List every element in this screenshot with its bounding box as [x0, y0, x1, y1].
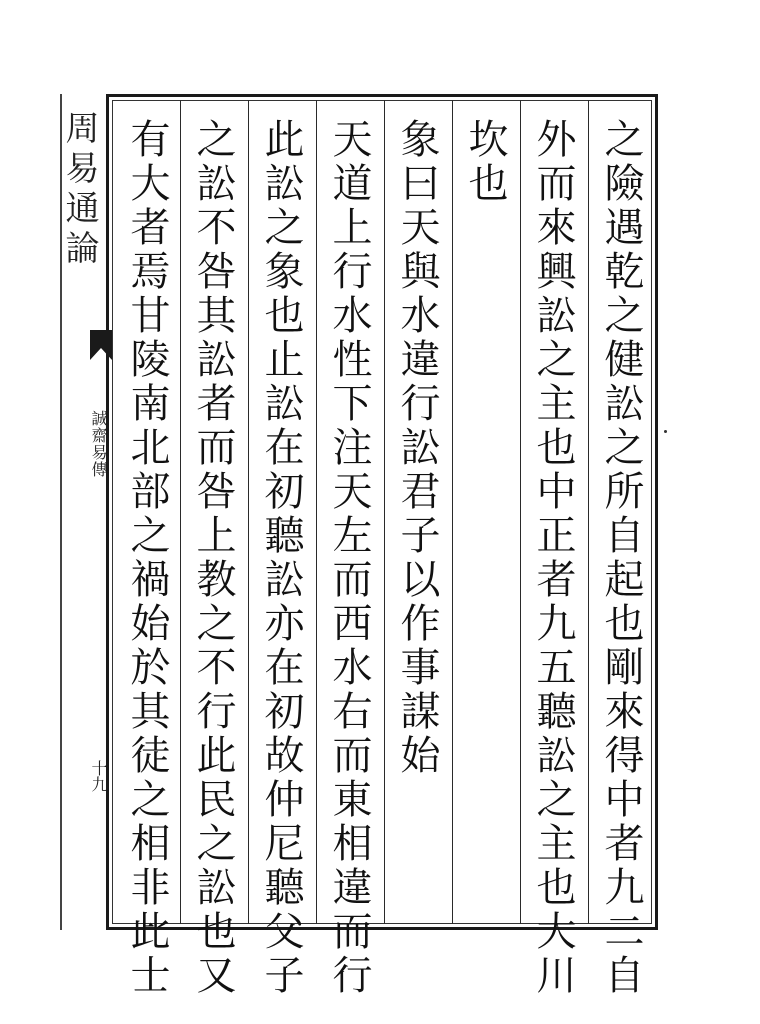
column-rule — [588, 100, 589, 924]
text-column-5: 天道上行水性下注天左而西水右而東相違而行 — [326, 118, 372, 998]
text-column-6: 此訟之象也止訟在初聽訟亦在初故仲尼聽父子 — [258, 118, 304, 998]
column-rule — [248, 100, 249, 924]
column-rule — [180, 100, 181, 924]
text-column-7: 之訟不咎其訟者而咎上教之不行此民之訟也又 — [190, 118, 236, 998]
text-column-8: 有大者焉甘陵南北部之禍始於其徒之相非此士 — [124, 118, 170, 998]
running-title: 周易通論 — [59, 110, 99, 270]
column-rule — [520, 100, 521, 924]
book-title: 誠齋易傳 — [89, 410, 108, 478]
column-rule — [384, 100, 385, 924]
text-column-4: 象曰天與水違行訟君子以作事謀始 — [394, 118, 440, 778]
column-rule — [452, 100, 453, 924]
text-column-2: 外而來興訟之主也中正者九五聽訟之主也大川 — [530, 118, 576, 998]
text-column-1: 之險遇乾之健訟之所自起也剛來得中者九二自 — [598, 118, 644, 998]
text-column-3: 坎也 — [462, 118, 508, 206]
ink-speck — [664, 430, 667, 433]
column-rule — [316, 100, 317, 924]
leaf-number: 十九 — [89, 760, 108, 792]
